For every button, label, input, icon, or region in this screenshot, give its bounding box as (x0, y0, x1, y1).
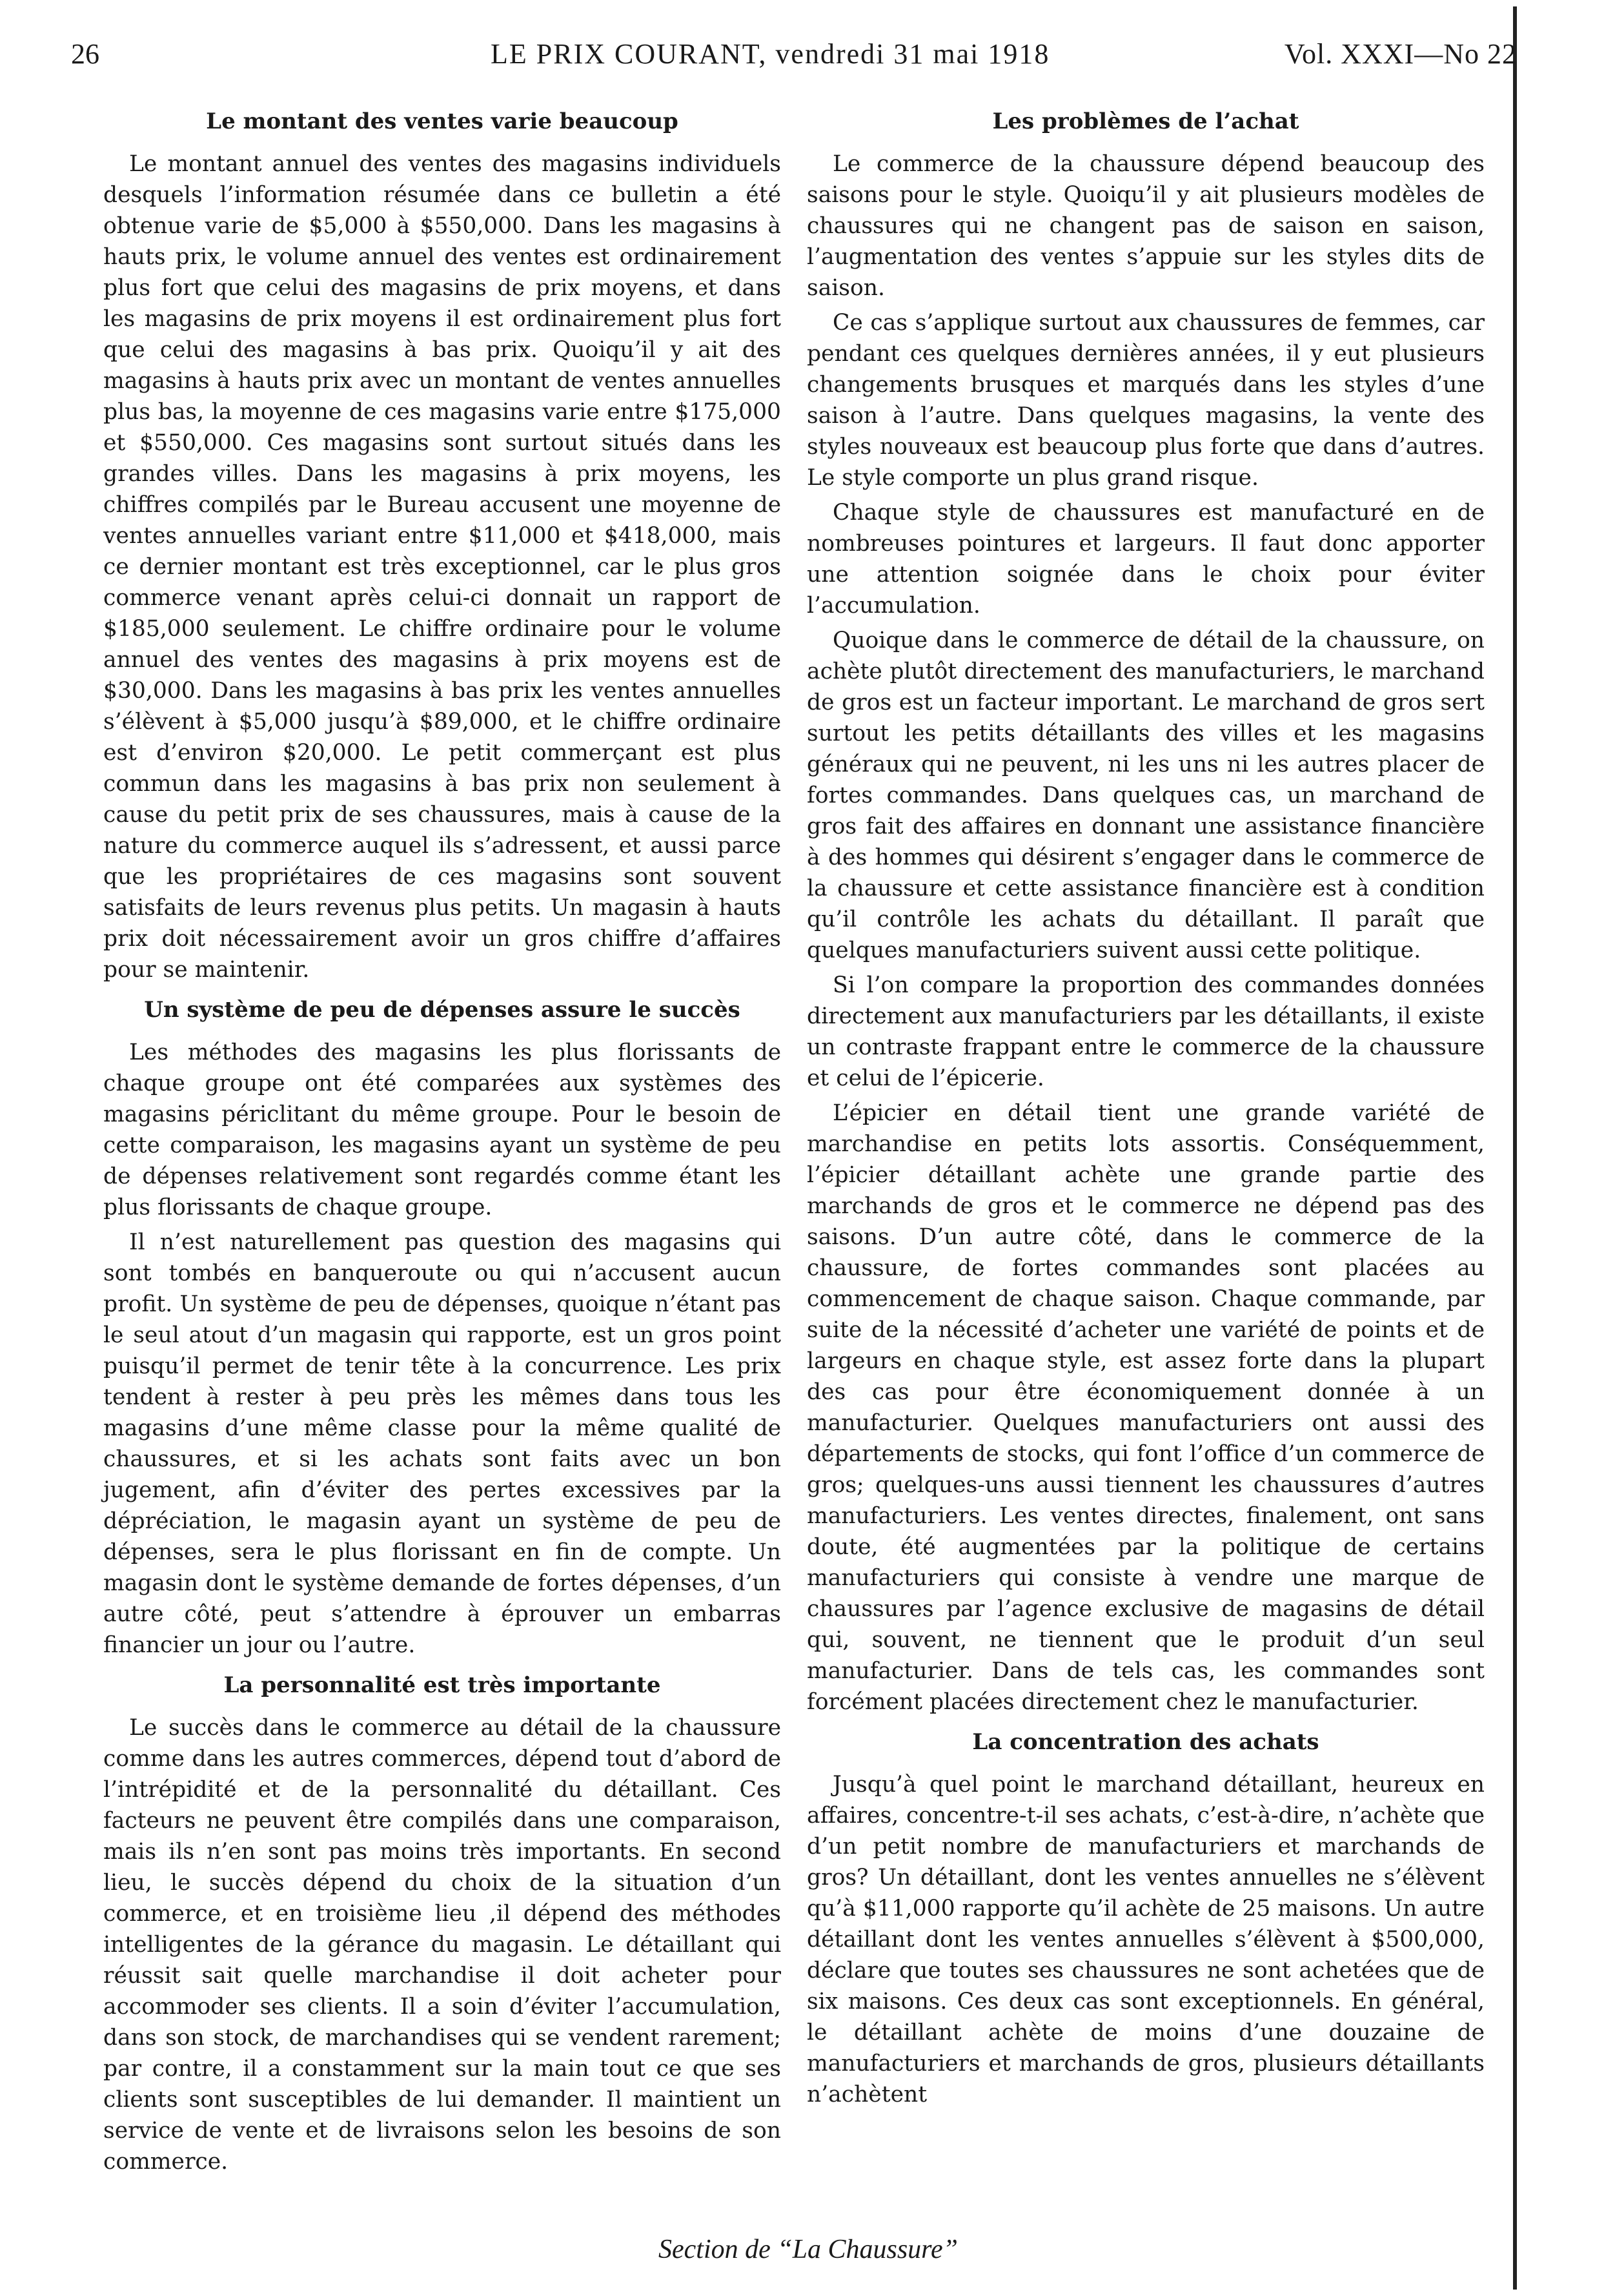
paragraph: Si l’on compare la proportion des commandes données directement aux manufacturiers par les détaillants, il existe un contraste frappant entre le commerce de la chaussure et celui de l’épicerie. (807, 972, 1485, 1091)
right-column (807, 97, 1485, 2114)
paragraph: Il n’est naturellement pas question des magasins qui sont tombés en banqueroute ou qui n’accusent aucun profit. Un système de peu de dépenses, quoique n’étant pas le seul atout d’un magasin qui rapporte, est un gros point puisqu’il permet de tenir tête à la concurrence. Les prix tendent à rester à peu près les mêmes dans tous les magasins d’une même classe pour la même qualité de chaussures, et si les achats sont faits avec un bon jugement, afin d’éviter des pertes excessives par la dépréciation, le magasin ayant un système de peu de dépenses, sera le plus florissant en fin de compte. Un magasin dont le système demande de fortes dépenses, d’un autre côté, peut s’attendre à éprouver un embarras financier un jour ou l’autre. (103, 1229, 781, 1658)
paragraph: Jusqu’à quel point le marchand détaillant, heureux en affaires, concentre-t-il ses achats, c’est-à-dire, n’achète que d’un petit nombre de manufacturiers et marchands de gros? Un détaillant, dont les ventes annuelles ne s’élèvent qu’à $11,000 rapporte qu’il achète de 25 maisons. Un autre détaillant dont les ventes annuelles s’élèvent à $500,000, déclare que toutes ses chaussures ne sont achetées que de six maisons. Ces deux cas sont exceptionnels. En général, le détaillant achète de moins d’une douzaine de manufacturiers et marchands de gros, plusieurs détaillants n’achètent (807, 1772, 1485, 2107)
section-heading: Les problèmes de l’achat (992, 108, 1299, 134)
page-header (71, 37, 1517, 89)
volume-number: Vol. XXXI—No 22 (1284, 38, 1517, 70)
section-heading: Le montant des ventes varie beaucoup (206, 108, 678, 134)
paragraph: Le montant annuel des ventes des magasins individuels desquels l’information résumée dans ce bulletin a été obtenue varie de $5,000 à $550,000. Dans les magasins à hauts prix, le volume annuel des ventes est ordinairement plus fort que celui des magasins de prix moyens, et dans les magasins de prix moyens il est ordinairement plus fort que celui des magasins à bas prix. Quoiqu’il y ait des magasins à hauts prix avec un montant de ventes annuelles plus bas, la moyenne de ces magasins varie entre $175,000 et $550,000. Ces magasins sont surtout situés dans les grandes villes. Dans les magasins à prix moyens, les chiffres compilés par le Bureau accusent une moyenne de ventes annuelles variant entre $11,000 et $418,000, mais ce dernier montant est très exceptionnel, car le plus gros commerce venant après celui-ci donnait un rapport de $185,000 seulement. Le chiffre ordinaire pour le volume annuel des ventes des magasins à prix moyens est de $30,000. Dans les magasins à bas prix les ventes annuelles s’élèvent à $5,000 jusqu’à $89,000, et le chiffre ordinaire est d’environ $20,000. Le petit commerçant est plus commun dans les magasins à bas prix non seulement à cause du petit prix de ses chaussures, mais à cause de la nature du commerce auquel ils s’adressent, et aussi parce que les propriétaires de ces magasins sont souvent satisfaits de leurs revenus plus petits. Un magasin à hauts prix doit nécessairement avoir un gros chiffre d’affaires pour se maintenir. (103, 151, 781, 983)
paragraph: Les méthodes des magasins les plus florissants de chaque groupe ont été comparées aux systèmes des magasins périclitant du même groupe. Pour le besoin de cette comparaison, les magasins ayant un système de peu de dépenses relativement sont regardés comme étant les plus florissants de chaque groupe. (103, 1040, 781, 1220)
paragraph: L’épicier en détail tient une grande variété de marchandise en petits lots assortis. Conséquemment, l’épicier détaillant achète une grande partie des marchands de gros et le commerce ne dépend pas des saisons. D’un autre côté, dans le commerce de la chaussure, de fortes commandes sont placées au commencement de chaque saison. Chaque commande, par suite de la nécessité d’acheter une variété de points et de largeurs en chaque style, est assez forte dans la plupart des cas pour être économiquement donnée à un manufacturier. Quelques manufacturiers ont aussi des départements de stocks, qui font l’office d’un commerce de gros; quelques-uns aussi tiennent les chaussures d’autres manufacturiers. Les ventes directes, finalement, ont sans doute, été augmentées par la politique de certains manufacturiers qui consiste à vendre une marque de chaussures par l’agence exclusive de magasins de détail qui, souvent, ne tiennent que le produit d’un seul manufacturier. Dans de tels cas, les commandes sont forcément placées directement chez le manufacturier. (807, 1100, 1485, 1715)
paragraph: Le commerce de la chaussure dépend beaucoup des saisons pour le style. Quoiqu’il y ait plusieurs modèles de chaussures qui ne changent pas de saison en saison, l’augmentation des ventes s’appuie sur les styles dits de saison. (807, 151, 1485, 301)
paragraph: Quoique dans le commerce de détail de la chaussure, on achète plutôt directement des manufacturiers, le marchand de gros est un facteur important. Le marchand de gros sert surtout les petits détaillants des villes et les magasins généraux qui ne peuvent, ni les uns ni les autres placer de fortes commandes. Dans quelques cas, un marchand de gros fait des affaires en donnant une assistance financière à des hommes qui désirent s’engager dans le commerce de la chaussure et cette assistance financière est à condition qu’il contrôle les achats du détaillant. Il paraît que quelques manufacturiers suivent aussi cette politique. (807, 628, 1485, 963)
publication-title: LE PRIX COURANT, vendredi 31 mai 1918 (491, 38, 1050, 70)
paragraph: Ce cas s’applique surtout aux chaussures de femmes, car pendant ces quelques dernières années, il y eut plusieurs changements brusques et marqués dans les styles d’une saison à l’autre. Dans quelques magasins, la vente des styles nouveaux est beaucoup plus forte que dans d’autres. Le style comporte un plus grand risque. (807, 310, 1485, 491)
section-heading: La personnalité est très importante (223, 1672, 661, 1698)
section-heading: La concentration des achats (972, 1729, 1319, 1755)
page-number: 26 (71, 38, 99, 70)
paragraph: Chaque style de chaussures est manufacturé en de nombreuses pointures et largeurs. Il faut donc apporter une attention soignée dans le choix pour éviter l’accumulation. (807, 500, 1485, 619)
paragraph: Le succès dans le commerce au détail de la chaussure comme dans les autres commerces, dépend tout d’abord de l’intrépidité et de la personnalité du détaillant. Ces facteurs ne peuvent être compilés dans une comparaison, mais ils n’en sont pas moins très importants. En second lieu, le succès dépend du choix de la situation d’un commerce, et en troisième lieu ,il dépend des méthodes intelligentes de la gérance du magasin. Le détaillant qui réussit sait quelle marchandise il doit acheter pour accommoder ses clients. Il a soin d’éviter l’accumulation, dans son stock, de marchandises qui se vendent rarement; par contre, il a constamment sur la main tout ce que ses clients sont susceptibles de lui demander. Il maintient un service de vente et de livraisons selon les besoins de son commerce. (103, 1715, 781, 2175)
section-footer: Section de “La Chaussure” (658, 2235, 958, 2264)
section-heading: Un système de peu de dépenses assure le succès (144, 997, 740, 1023)
left-column (103, 97, 781, 2181)
